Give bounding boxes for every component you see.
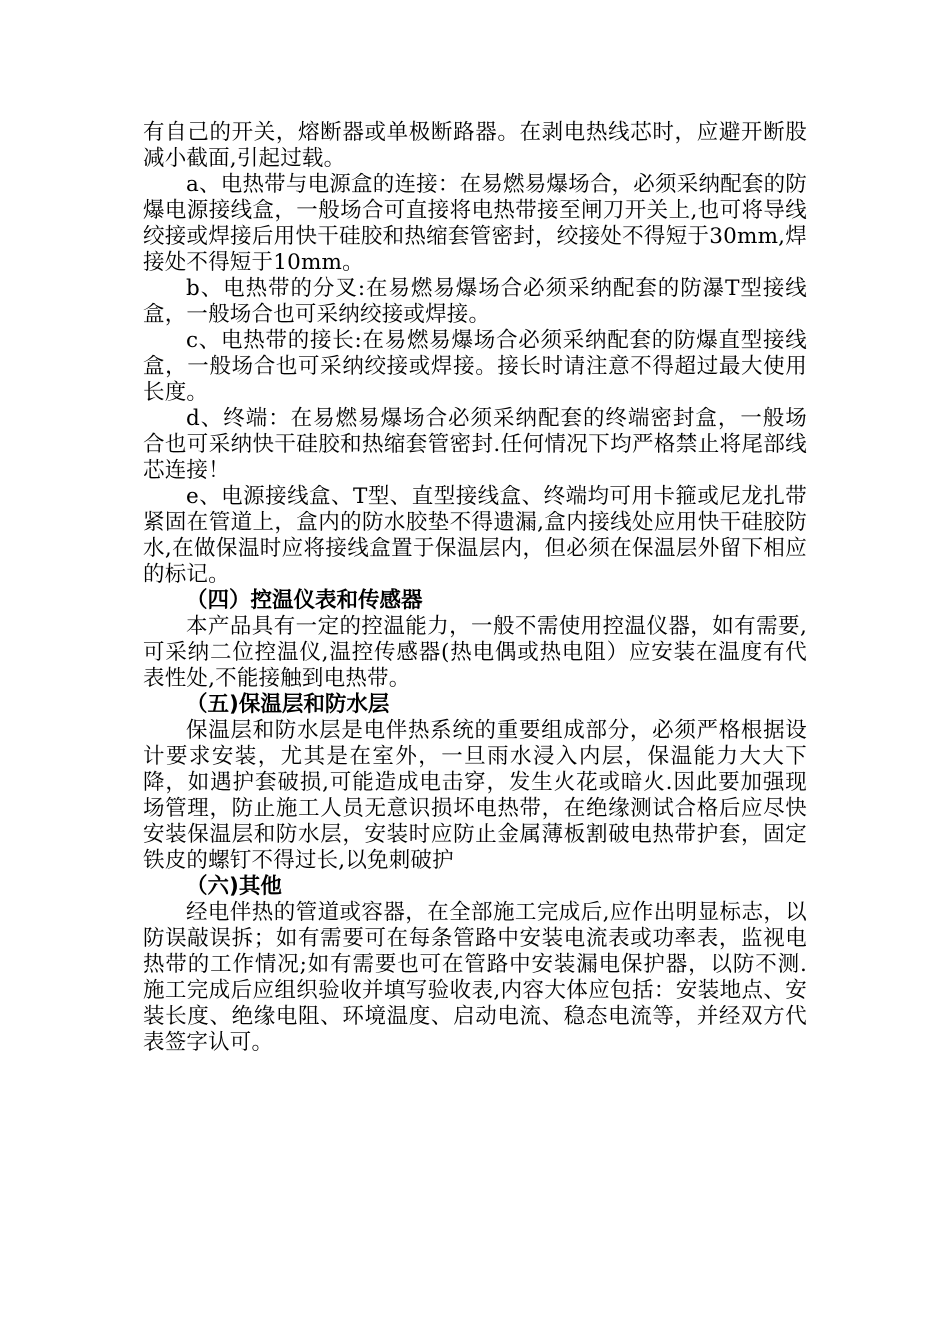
section-heading-6: （六)其他 [186,874,282,899]
paragraph-b-branching: b、电热带的分叉:在易燃易爆场合必须采纳配套的防瀑T型接线盒，一般场合也可采纳绞接或焊接。 [143,276,807,327]
document-page [143,120,807,1056]
paragraph-a-power-box-connection: a、电热带与电源盒的连接：在易燃易爆场合，必须采纳配套的防爆电源接线盒，一般场合可直接将电热带接至闸刀开关上,也可将导线绞接或焊接后用快干硅胶和热缩套管密封，绞接处不得短于30mm,焊接处不得短于10mm。 [143,172,807,275]
section-heading-5: （五)保温层和防水层 [186,692,390,717]
paragraph-d-termination: d、终端：在易燃易爆场合必须采纳配套的终端密封盒，一般场合也可采纳快干硅胶和热缩套管密封.任何情况下均严格禁止将尾部线芯连接！ [143,406,807,483]
paragraph-e-fastening: e、电源接线盒、T型、直型接线盒、终端均可用卡箍或尼龙扎带紧固在管道上，盒内的防水胶垫不得遗漏,盒内接线处应用快干硅胶防水,在做保温时应将接线盒置于保温层内，但必须在保温层外留下相应的标记。 [143,484,807,587]
paragraph-c-extension: c、电热带的接长:在易燃易爆场合必须采纳配套的防爆直型接线盒，一般场合也可采纳绞接或焊接。接长时请注意不得超过最大使用长度。 [143,328,807,405]
paragraph-section-6: 经电伴热的管道或容器，在全部施工完成后,应作出明显标志，以防误敲误拆；如有需要可在每条管路中安装电流表或功率表，监视电热带的工作情况;如有需要也可在管路中安装漏电保护器，以防不测.施工完成后应组织验收并填写验收表,内容大体应包括：安装地点、安装长度、绝缘电阻、环境温度、启动电流、稳态电流等，并经双方代表签字认可。 [143,900,807,1055]
section-heading-4: （四）控温仪表和传感器 [186,588,423,613]
paragraph-continuation: 有自己的开关，熔断器或单极断路器。在剥电热线芯时，应避开断股减小截面,引起过载。 [143,120,807,171]
paragraph-section-4: 本产品具有一定的控温能力，一般不需使用控温仪器，如有需要,可采纳二位控温仪,温控传感器(热电偶或热电阻）应安装在温度有代表性处,不能接触到电热带。 [143,614,807,691]
paragraph-section-5: 保温层和防水层是电伴热系统的重要组成部分，必须严格根据设计要求安装，尤其是在室外，一旦雨水浸入内层，保温能力大大下降，如遇护套破损,可能造成电击穿，发生火花或暗火.因此要加强现场管理，防止施工人员无意识损坏电热带，在绝缘测试合格后应尽快安装保温层和防水层，安装时应防止金属薄板割破电热带护套，固定铁皮的螺钉不得过长,以免刺破护 [143,718,807,873]
